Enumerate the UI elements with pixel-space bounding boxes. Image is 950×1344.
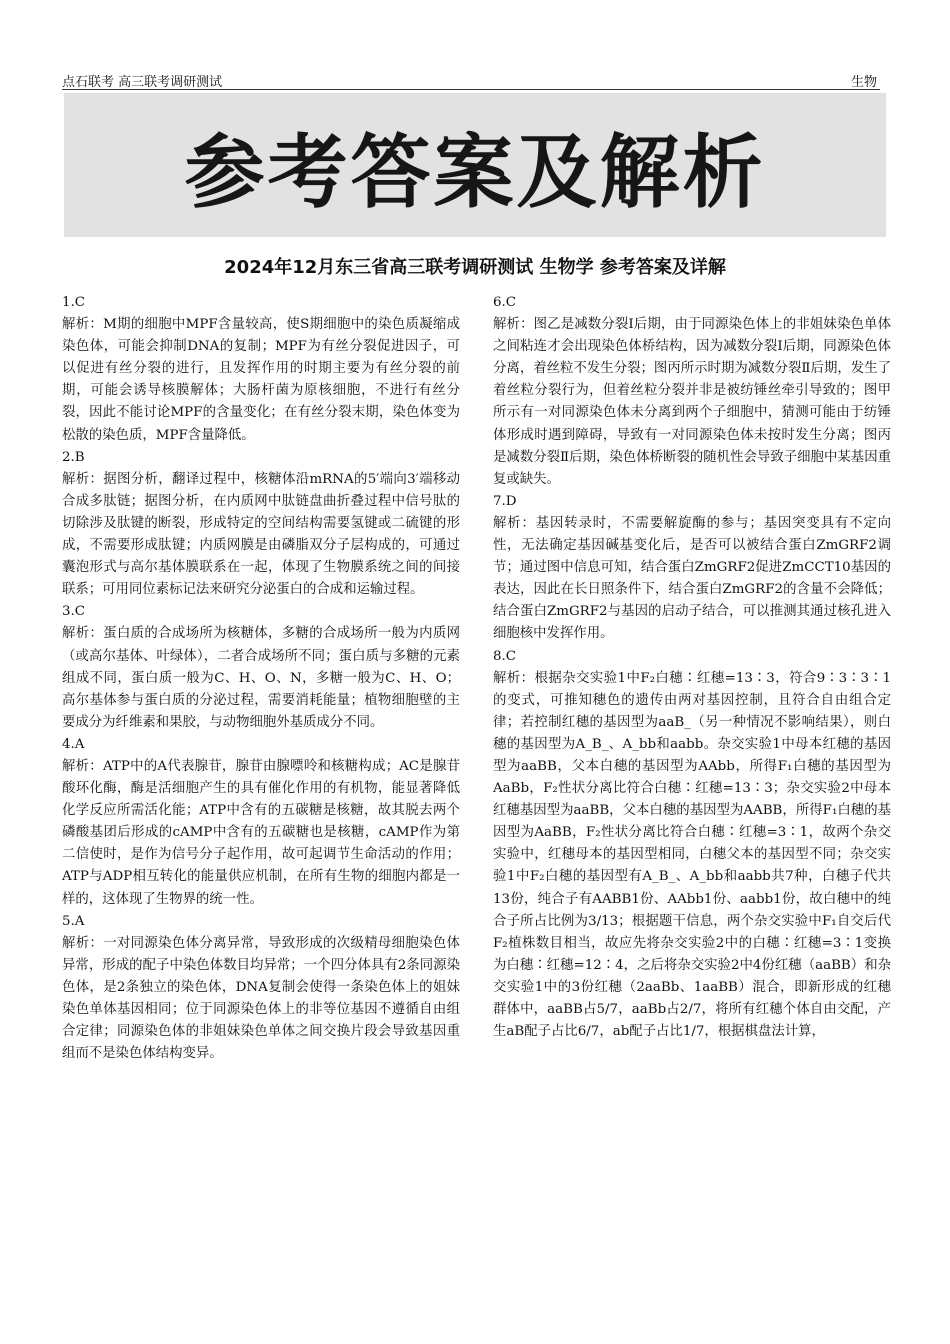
header-divider — [62, 89, 880, 90]
answer-explanation: 解析：基因转录时，不需要解旋酶的参与；基因突变具有不定向性，无法确定基因碱基变化后，是否可以被结合蛋白ZmGRF2调节；通过图中信息可知，结合蛋白ZmGRF2促进ZmCCT10基因的表达，因此在长日照条件下，结合蛋白ZmGRF2的含量不会降低；结合蛋白ZmGRF2与基因的启动子结合，可以推测其通过核孔进入细胞核中发挥作用。 — [493, 515, 891, 642]
answer-number: 2.B — [62, 449, 85, 465]
document-title: 2024年12月东三省高三联考调研测试 生物学 参考答案及详解 — [224, 257, 726, 278]
answer-number: 3.C — [62, 604, 86, 620]
answer-explanation: 解析：M期的细胞中MPF含量较高，使S期细胞中的染色质凝缩成染色体，可能会抑制DNA的复制；MPF为有丝分裂促进因子，可以促进有丝分裂的进行，且发挥作用的时期主要为有丝分裂的前期，可能会诱导核膜解体；大肠杆菌为原核细胞，不进行有丝分裂，因此不能讨论MPF的含量变化；在有丝分裂末期，染色体变为松散的染色质，MPF含量降低。 — [62, 317, 460, 443]
answer-number: 7.D — [493, 493, 517, 509]
answer-explanation: 解析：图乙是减数分裂Ⅰ后期，由于同源染色体上的非姐妹染色单体之间粘连才会出现染色体桥结构，因为减数分裂Ⅰ后期，同源染色体分离，着丝粒不发生分裂；图丙所示时期为减数分裂Ⅱ后期，发生了着丝粒分裂行为，但着丝粒分裂并非是被纺锤丝牵引导致的；图甲所示有一对同源染色体未分离到两个子细胞中，猜测可能由于纺锤体形成时遇到障碍，导致有一对同源染色体未按时发生分离；图丙是减数分裂Ⅱ后期，染色体桥断裂的随机性会导致子细胞中某基因重复或缺失。 — [493, 317, 891, 487]
answer-number: 5.A — [62, 913, 85, 929]
header-left: 点石联考 高三联考调研测试 — [62, 75, 223, 90]
right-column — [493, 292, 891, 1043]
answer-number: 1.C — [62, 295, 86, 310]
answer-explanation: 解析：据图分析，翻译过程中，核糖体沿mRNA的5′端向3′端移动合成多肽链；据图分析，在内质网中肽链盘曲折叠过程中信号肽的切除涉及肽键的断裂，形成特定的空间结构需要氢键或二硫键的形成，不需要形成肽键；内质网膜是由磷脂双分子层构成的，可通过囊泡形式与高尔基体膜联系在一起，体现了生物膜系统之间的间接联系；可用同位素标记法来研究分泌蛋白的合成和运输过程。 — [62, 471, 460, 598]
banner-title: 参考答案及解析 — [184, 124, 766, 219]
answer-number: 6.C — [493, 295, 517, 310]
answer-explanation: 解析：ATP中的A代表腺苷，腺苷由腺嘌呤和核糖构成；AC是腺苷酸环化酶，酶是活细胞产生的具有催化作用的有机物，能显著降低化学反应所需活化能；ATP中含有的五碳糖是核糖，故其脱去两个磷酸基团后形成的cAMP中含有的五碳糖也是核糖，cAMP作为第二信使时，是作为信号分子起作用，故可起调节生命活动的作用；ATP与ADP相互转化的能量供应机制，在所有生物的细胞内都是一样的，这体现了生物界的统一性。 — [62, 758, 460, 907]
header-subject: 生物 — [850, 75, 877, 90]
title-banner — [64, 93, 886, 237]
answer-number: 4.A — [62, 736, 85, 752]
answer-explanation: 解析：根据杂交实验1中F₂白穗∶红穗=13∶3，符合9∶3∶3∶1的变式，可推知穗色的遗传由两对基因控制，且符合自由组合定律；若控制红穗的基因型为aaB_（另一种情况不影响结果），则白穗的基因型为A_B_、A_bb和aabb。杂交实验1中母本红穗的基因型为aaBB，父本白穗的基因型为AAbb，所得F₁白穗的基因型为AaBb，F₂性状分离比符合白穗∶红穗=13∶3；杂交实验2中母本红穗基因型为aaBB，父本白穗的基因型为AABB，所得F₁白穗的基因型为AaBB，F₂性状分离比符合白穗∶红穗=3∶1，故两个杂交实验中，红穗母本的基因型相同，白穗父本的基因型不同；杂交实验1中F₂白穗的基因型有A_B_、A_bb和aabb共7种，白穗子代共13份，纯合子有AABB1份、AAbb1份、aabb1份，故白穗中的纯合子所占比例为3/13；根据题干信息，两个杂交实验中F₁自交后代F₂植株数目相当，故应先将杂交实验2中的白穗∶红穗=3∶1变换为白穗∶红穗=12∶4，之后将杂交实验2中4份红穗（aaBB）和杂交实验1中的3份红穗（2aaBb、1aaBB）混合，即新形成的红穗群体中，aaBB占5/7，aaBb占2/7，将所有红穗个体自由交配，产生aB配子占比6/7，ab配子占比1/7，根据棋盘法计算， — [493, 670, 891, 1040]
answer-explanation: 解析：一对同源染色体分离异常，导致形成的次级精母细胞染色体异常，形成的配子中染色体数目均异常；一个四分体具有2条同源染色体，是2条独立的染色体，DNA复制会使得一条染色体上的姐妹染色单体基因相同；位于同源染色体上的非等位基因不遵循自由组合定律；同源染色体的非姐妹染色单体之间交换片段会导致基因重组而不是染色体结构变异。 — [62, 935, 460, 1062]
left-column — [62, 292, 460, 1065]
answer-number: 8.C — [493, 648, 517, 664]
answer-explanation: 解析：蛋白质的合成场所为核糖体，多糖的合成场所一般为内质网（或高尔基体、叶绿体），二者合成场所不同；蛋白质与多糖的元素组成不同，蛋白质一般为C、H、O、N，多糖一般为C、H、O；高尔基体参与蛋白质的分泌过程，需要消耗能量；植物细胞壁的主要成分为纤维素和果胶，与动物细胞外基质成分不同。 — [62, 626, 460, 730]
